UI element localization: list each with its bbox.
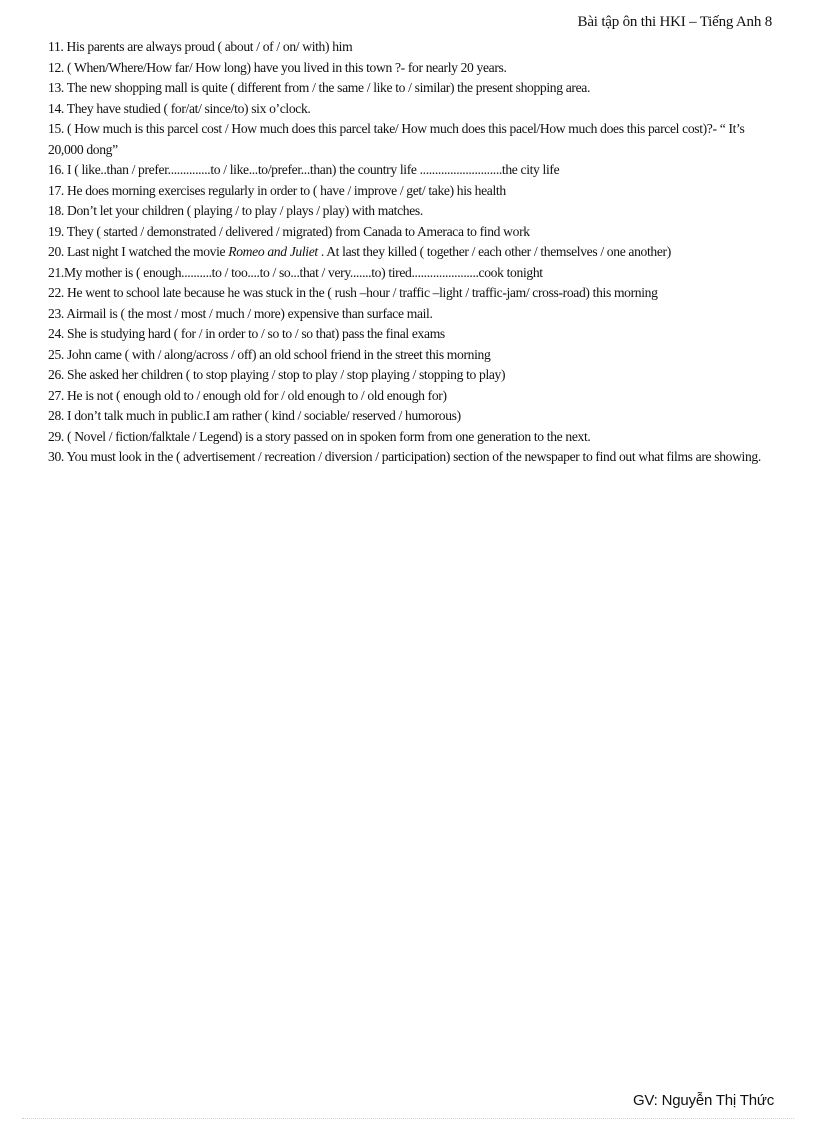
page-footer-author: GV: Nguyễn Thị Thức xyxy=(632,1092,774,1109)
question-20 xyxy=(48,242,766,263)
question-24: 24. She is studying hard ( for / in order to / so to / so that) pass the final exams xyxy=(48,326,445,341)
question-20-start: 20. Last night I watched the movie xyxy=(48,244,229,259)
question-11: 11. His parents are always proud ( about / of / on/ with) him xyxy=(48,39,353,54)
question-25: 25. John came ( with / along/across / off) an old school friend in the street this morning xyxy=(48,346,491,362)
question-30: 30. You must look in the ( advertisement / recreation / diversion / participation) section of the newspaper to find out what films are showing. xyxy=(48,449,761,464)
question-19: 19. They ( started / demonstrated / delivered / migrated) from Canada to Ameraca to find work xyxy=(48,223,530,239)
question-list xyxy=(48,37,766,468)
question-15: 15. ( How much is this parcel cost / How much does this parcel take/ How much does this pacel/How much does this parcel cost)?- “ It’s 20,000 dong” xyxy=(48,121,745,157)
question-16: 16. I ( like..than / prefer..............to / like...to/prefer...than) the country life ...........................the city life xyxy=(48,162,560,177)
movie-title: Romeo and Juliet xyxy=(228,244,318,259)
question-22: 22. He went to school late because he was stuck in the ( rush –hour / traffic –light / traffic-jam/ cross-road) this morning xyxy=(48,285,658,300)
question-28: 28. I don’t talk much in public.I am rather ( kind / sociable/ reserved / humorous) xyxy=(48,408,461,423)
question-14: 14. They have studied ( for/at/ since/to) six o’clock. xyxy=(48,100,311,116)
question-17: 17. He does morning exercises regularly in order to ( have / improve / get/ take) his health xyxy=(48,182,506,198)
question-26: 26. She asked her children ( to stop playing / stop to play / stop playing / stopping to play) xyxy=(48,367,506,382)
question-12: 12. ( When/Where/How far/ How long) have you lived in this town ?- for nearly 20 years. xyxy=(48,59,507,75)
question-20-end: . At last they killed ( together / each other / themselves / one another) xyxy=(317,244,671,259)
footer-divider xyxy=(22,1118,794,1119)
question-23: 23. Airmail is ( the most / most / much / more) expensive than surface mail. xyxy=(48,305,433,321)
question-29: 29. ( Novel / fiction/falktale / Legend) is a story passed on in spoken form from one generation to the next. xyxy=(48,428,591,444)
question-18: 18. Don’t let your children ( playing / to play / plays / play) with matches. xyxy=(48,203,423,218)
question-27: 27. He is not ( enough old to / enough old for / old enough to / old enough for) xyxy=(48,387,447,403)
question-21: 21.My mother is ( enough..........to / too....to / so...that / very.......to) tired......................cook tonight xyxy=(48,264,543,280)
question-13: 13. The new shopping mall is quite ( different from / the same / like to / similar) the present shopping area. xyxy=(48,80,590,95)
page-header-title: Bài tập ôn thi HKI – Tiếng Anh 8 xyxy=(577,14,772,30)
